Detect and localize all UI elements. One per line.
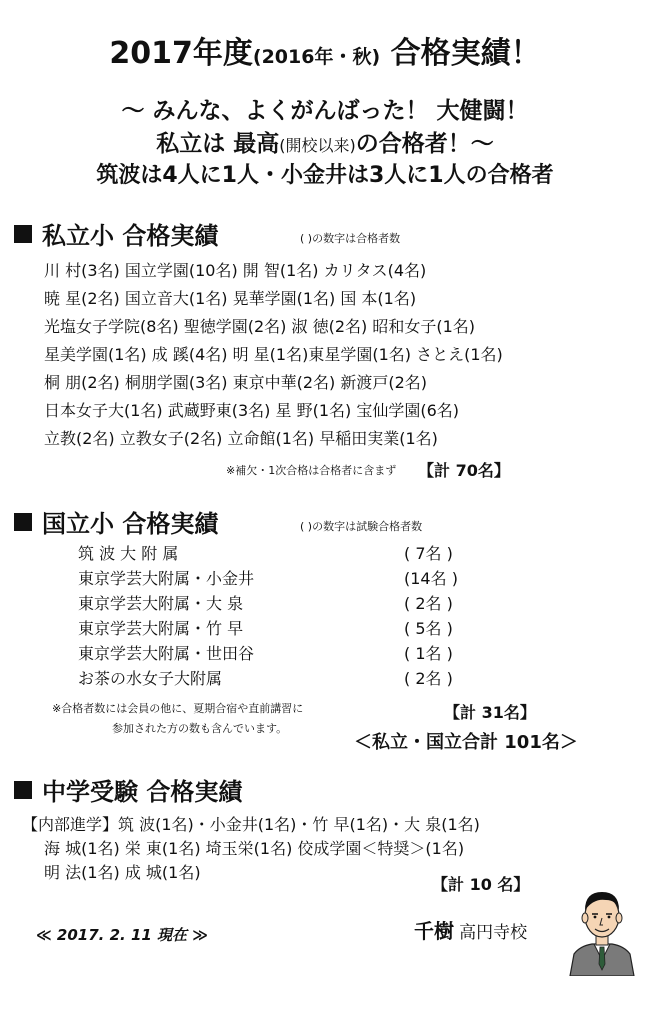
bullet-square-icon [14, 781, 32, 799]
national-school-count: ( 2名 ) [404, 594, 453, 613]
national-school-count: ( 2名 ) [404, 669, 453, 688]
private-row: 川 村(3名) 国立学園(10名) 開 智(1名) カリタス(4名) [44, 261, 427, 280]
private-row: 立教(2名) 立教女子(2名) 立命館(1名) 早稲田実業(1名) [44, 429, 438, 448]
national-school-count: ( 7名 ) [404, 544, 453, 563]
national-school-name: 東京学芸大附属・世田谷 [78, 644, 255, 663]
private-note: ( )の数字は合格者数 [300, 232, 401, 245]
bullet-square-icon [14, 225, 32, 243]
national-footnote-2: 参加された方の数も含んでいます。 [112, 722, 288, 735]
as-of-date: ≪ 2017. 2. 11 現在 ≫ [36, 926, 208, 944]
national-section-heading: 国立小 合格実績 [14, 504, 218, 539]
national-school-name: 東京学芸大附属・大 泉 [78, 594, 244, 613]
private-footnote: ※補欠・1次合格は合格者に含まず [226, 464, 397, 477]
national-school-count: (14名 ) [404, 569, 458, 588]
private-section-heading: 私立小 合格実績 [14, 216, 218, 251]
private-row: 日本女子大(1名) 武蔵野東(3名) 星 野(1名) 宝仙学園(6名) [44, 401, 460, 420]
national-school-name: 東京学芸大附属・竹 早 [78, 619, 244, 638]
subtitle-line-1: ～ みんな、よくがんばった！ 大健闘！ [121, 98, 529, 124]
national-note: ( )の数字は試験合格者数 [300, 520, 423, 533]
national-school-count: ( 1名 ) [404, 644, 453, 663]
subtitle-line-3: 筑波は4人に1人・小金井は3人に1人の合格者 [96, 163, 554, 188]
national-school-name: 筑 波 大 附 属 [78, 544, 179, 563]
page-title: 2017年度(2016年・秋) 合格実績！ [109, 36, 541, 71]
bullet-square-icon [14, 513, 32, 531]
national-total: 【計 31名】 [444, 703, 536, 722]
junior-row: 【内部進学】筑 波(1名)・小金井(1名)・竹 早(1名)・大 泉(1名) [22, 815, 480, 834]
private-row: 光塩女子学院(8名) 聖徳学園(2名) 淑 徳(2名) 昭和女子(1名) [44, 317, 476, 336]
teacher-illustration-icon [566, 876, 638, 976]
national-footnote-1: ※合格者数には会員の他に、夏期合宿や直前講習に [52, 702, 304, 715]
national-school-count: ( 5名 ) [404, 619, 453, 638]
grand-total: ＜私立・国立合計 101名＞ [354, 732, 578, 753]
junior-row: 明 法(1名) 成 城(1名) [44, 863, 201, 882]
national-school-name: 東京学芸大附属・小金井 [78, 569, 255, 588]
subtitle-line-2: 私立は 最高(開校以来)の合格者！～ [156, 131, 494, 157]
national-school-name: お茶の水女子大附属 [78, 669, 223, 688]
school-signature: 千樹 高円寺校 [414, 919, 528, 943]
junior-total: 【計 10 名】 [432, 875, 530, 894]
private-row: 桐 朋(2名) 桐朋学園(3名) 東京中華(2名) 新渡戸(2名) [44, 373, 428, 392]
junior-section-heading: 中学受験 合格実績 [14, 772, 242, 807]
private-row: 暁 星(2名) 国立音大(1名) 晃華学園(1名) 国 本(1名) [44, 289, 417, 308]
junior-row: 海 城(1名) 栄 東(1名) 埼玉栄(1名) 佼成学園＜特奨＞(1名) [44, 839, 465, 858]
private-row: 星美学園(1名) 成 蹊(4名) 明 星(1名)東星学園(1名) さとえ(1名) [44, 345, 503, 364]
private-total: 【計 70名】 [418, 461, 510, 480]
